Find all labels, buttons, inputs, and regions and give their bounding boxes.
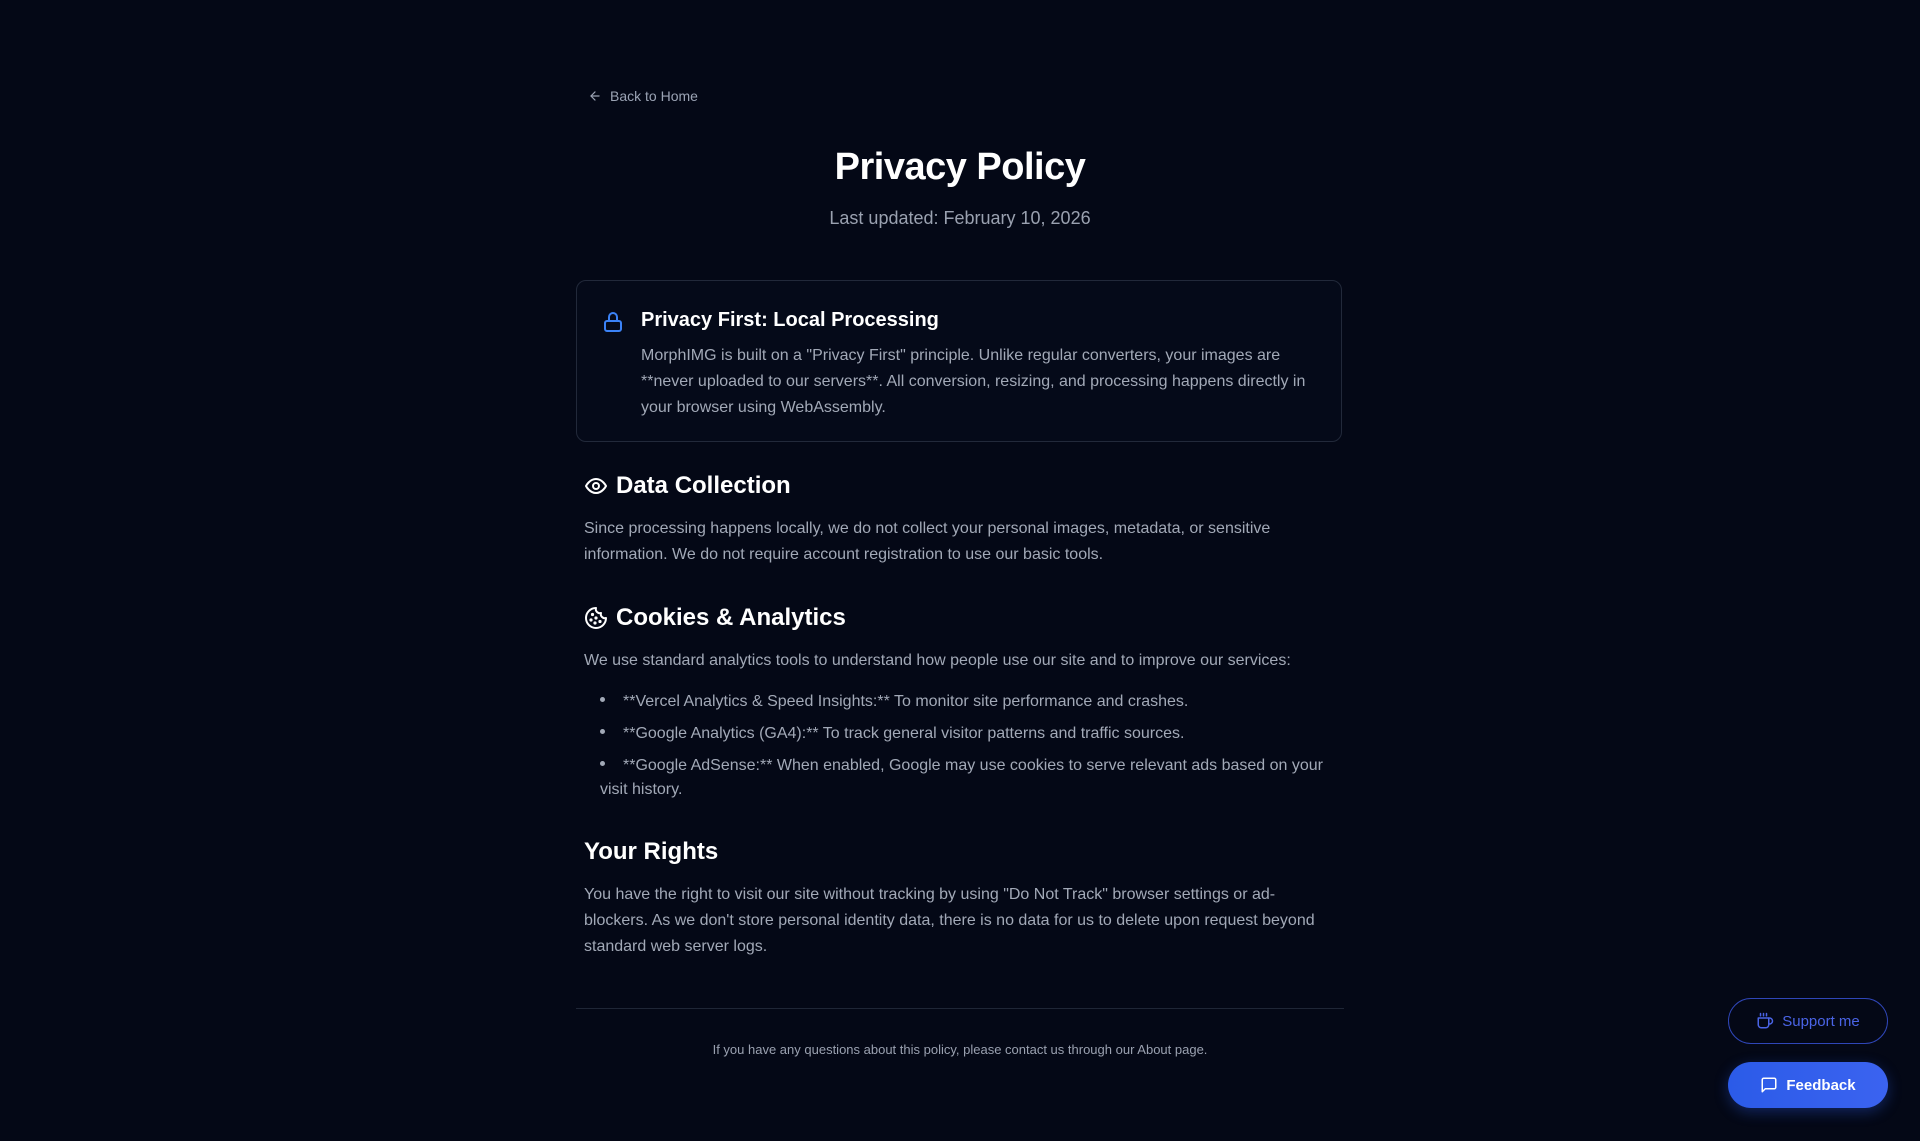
last-updated-text: Last updated: February 10, 2026	[829, 208, 1091, 228]
feedback-label: Feedback	[1786, 1076, 1856, 1094]
bullet-dot	[600, 729, 605, 734]
cookies-heading	[584, 604, 846, 632]
cookies-body: We use standard analytics tools to understand how people use our site and to improve our services:	[584, 652, 1291, 669]
bullet-dot	[600, 697, 605, 702]
your-rights-heading	[584, 838, 718, 866]
data-collection-heading	[584, 472, 791, 500]
list-item	[584, 722, 1324, 746]
lock-icon	[601, 310, 625, 334]
support-me-button[interactable]	[1728, 998, 1888, 1044]
coffee-icon	[1756, 1012, 1774, 1030]
privacy-first-card	[576, 280, 1342, 442]
page-title: Privacy Policy	[834, 146, 1086, 188]
list-item-text: **Google Analytics (GA4):** To track general visitor patterns and traffic sources.	[623, 725, 1185, 742]
arrow-left-icon	[588, 89, 602, 103]
bullet-dot	[600, 761, 605, 766]
list-item	[584, 754, 1324, 802]
card-title: Privacy First: Local Processing	[641, 309, 939, 331]
list-item-text: **Vercel Analytics & Speed Insights:** To monitor site performance and crashes.	[623, 693, 1189, 710]
cookies-title: Cookies & Analytics	[616, 604, 846, 631]
list-item-text: **Google AdSense:** When enabled, Google may use cookies to serve relevant ads based on your visit history.	[600, 757, 1323, 798]
your-rights-title: Your Rights	[584, 838, 719, 865]
analytics-list	[584, 690, 1324, 810]
list-item	[584, 690, 1324, 714]
support-me-label: Support me	[1782, 1012, 1860, 1030]
back-link-label: Back to Home	[610, 88, 698, 104]
cookie-icon	[584, 606, 608, 630]
data-collection-body: Since processing happens locally, we do not collect your personal images, metadata, or sensitive information. We do not require account registration to use our basic tools.	[584, 520, 1271, 563]
your-rights-body: You have the right to visit our site without tracking by using "Do Not Track" browser settings or ad-blockers. As we don't store personal identity data, there is no data for us to delete upon request beyond standard web server logs.	[584, 886, 1315, 955]
back-to-home-link[interactable]	[588, 88, 698, 104]
data-collection-title: Data Collection	[616, 472, 791, 499]
footer-divider	[576, 1008, 1344, 1009]
eye-icon	[584, 474, 608, 498]
feedback-button[interactable]	[1728, 1062, 1888, 1108]
footer-note: If you have any questions about this policy, please contact us through our About page.	[712, 1042, 1208, 1057]
message-square-icon	[1760, 1076, 1778, 1094]
card-body: MorphIMG is built on a "Privacy First" principle. Unlike regular converters, your images are **never uploaded to our servers**. All conversion, resizing, and processing happens directly in your browser using WebAssembly.	[641, 347, 1306, 416]
